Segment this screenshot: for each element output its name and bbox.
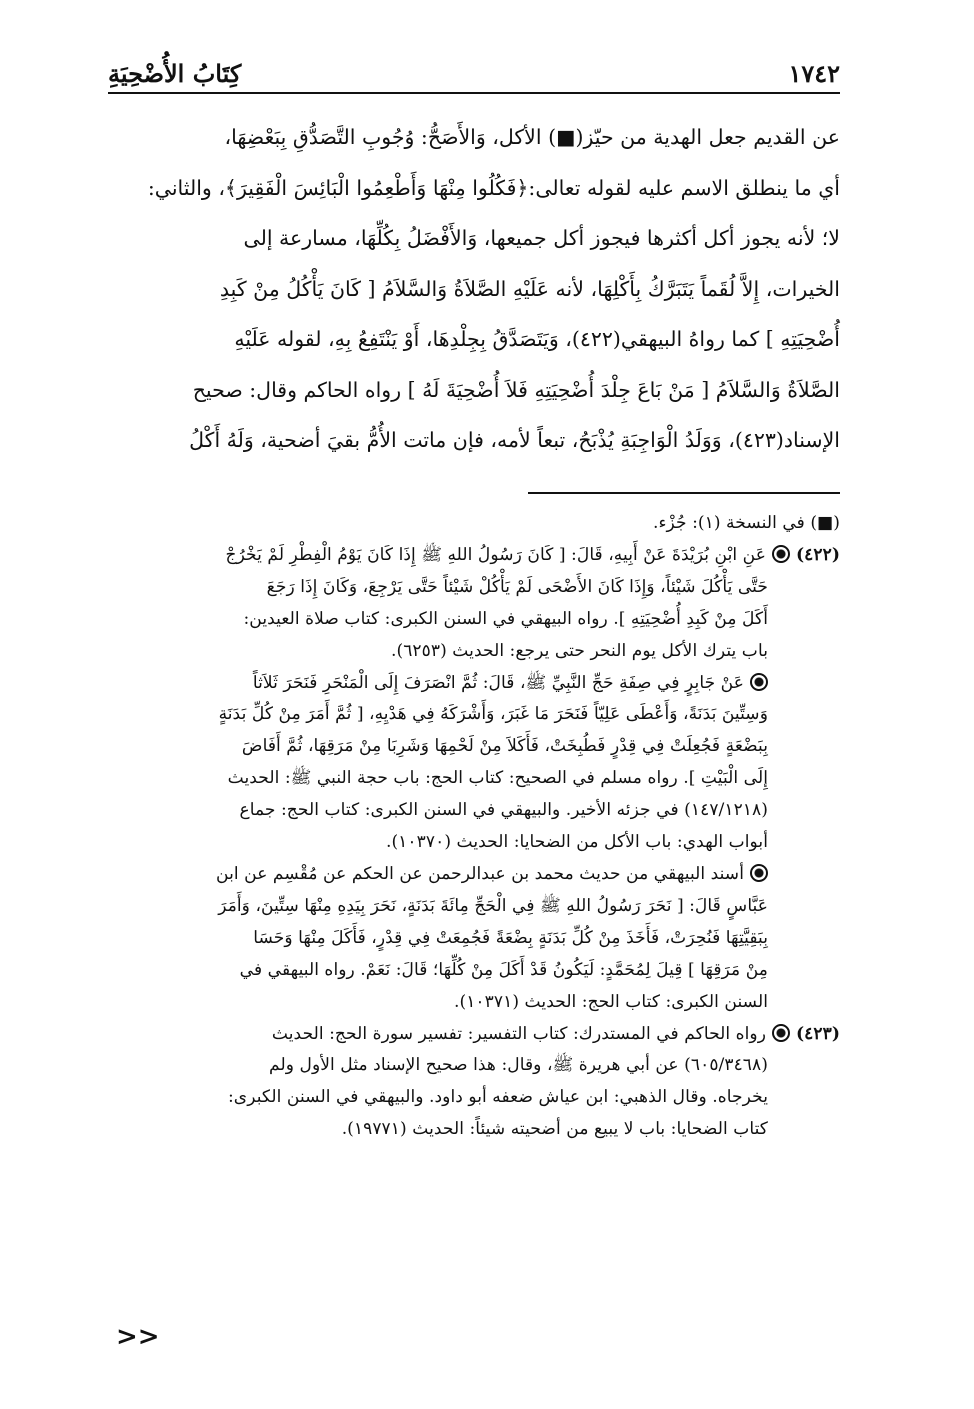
footnote-422-b-line: بِبَضْعَةٍ فَجُعِلَتْ فِي قِدْرٍ فَطُبِخَتْ، فَأَكَلاَ مِنْ لَحْمِهَا وَشَرِبَا مِنْ مَرَقِهَا، ثُمَّ أَفَاضَ [241, 736, 768, 757]
bullet-icon [772, 1024, 790, 1042]
footnote-423-line: يخرجاه. وقال الذهبي: ابن عياش ضعفه أبو داود. والبيهقي في السنن الكبرى: [227, 1087, 768, 1108]
main-text [108, 112, 840, 466]
text-line: الإسناد(٤٢٣)، وَوَلَدُ الْوَاجِبَةِ يُذْبَحُ، تبعاً لأمه، فإن ماتت الأُمُّ بقيَ أضحية، وَلَهُ أَكْلُ [189, 428, 840, 452]
footnote-423-line: كتاب الضحايا: باب لا يبيع من أضحيته شيئاً: الحديث (١٩٧٧١). [341, 1119, 768, 1140]
footnote-422-b-line: إِلَى الْبَيْتِ ]. رواه مسلم في الصحيح: كتاب الحج: باب حجة النبي ﷺ: الحديث [227, 768, 768, 789]
footnote-422-line: أَكَلَ مِنْ كَبِدِ أُضْحِيَتِهِ ]. رواه البيهقي في السنن الكبرى: كتاب صلاة العيدين: [243, 608, 768, 629]
footnote-variant: (■) في النسخة (١): جُزْء. [653, 513, 840, 533]
footnote-422-b-line: (١٤٧/١٢١٨) في جزئه الأخير. والبيهقي في السنن الكبرى: كتاب الحج: جماع [239, 800, 768, 821]
text-line: أي ما ينطلق الاسم عليه لقوله تعالى:﴿فَكُلُوا مِنْهَا وَأَطْعِمُوا الْبَائِسَ الْفَقِيرَ﴾، والثاني: [147, 175, 840, 200]
footnote-text: عَنِ ابْنِ بُرَيْدَةَ عَنْ أَبِيهِ، قَالَ: [ كَانَ رَسُولُ اللهِ ﷺ إِذَا كَانَ يَوْمُ الْفِطْرِ لَمْ يَخْرُجْ [225, 544, 767, 565]
text-line: أُضْحِيَتِهِ ] كما رواهُ البيهقي(٤٢٢)، وَيَتَصَدَّقُ بِجِلْدِهَا، أَوْ يَنْتَفِعُ بِهِ، لقوله عَلَيْهِ [234, 327, 840, 351]
footnote-422-line: حَتَّى يَأْكُلَ شَيْئاً، وَإِذَا كَانَ الأَضْحَى لَمْ يَأْكُلْ شَيْئاً حَتَّى يَرْجِعَ، وَكَانَ إِذَا رَجَعَ [266, 576, 768, 597]
footnote-422-b-line: وَسِتِّينَ بَدَنَةً، وَأَعْطَى عَلِيّاً فَنَحَرَ مَا غَبَرَ، وَأَشْرَكَهُ فِي هَدْيِهِ، [ ثُمَّ أَمَرَ مِنْ كُلِّ بَدَنَةٍ [218, 704, 768, 725]
footnote-422-line: باب يترك الأكل يوم النحر حتى يرجع: الحديث (٦٢٥٣). [391, 640, 768, 661]
book-title: كِتَابُ الأُضْحِيَةِ [108, 59, 242, 88]
footnote-422-c-line: بِبَقِيَّتِهَا فَنُحِرَتْ، فَأَخَذَ مِنْ كُلِّ بَدَنَةٍ بِضْعَةً فَجُمِعَتْ فِي قِدْرٍ، فَأَكَلَ مِنْهَا وَحَسَا [253, 927, 768, 948]
footnote-422-c-line [108, 859, 840, 891]
footnote-422-b-line [108, 668, 840, 700]
footnote-422-c-line: مِنْ مَرَقِهَا ] قِيلَ لِمُحَمَّدٍ: لَيَكُونُ قَدْ أَكَلَ مِنْ كُلِّهَا؛ قَالَ: نَعَمْ. رواه البيهقي في [239, 959, 768, 980]
continuation-mark: << [116, 1322, 160, 1352]
page-number: ١٧٤٢ [788, 59, 840, 88]
footnote-number: (٤٢٢) [796, 544, 840, 565]
footnote-423-line [108, 1019, 840, 1051]
bullet-icon [750, 864, 768, 882]
footnote-separator [528, 492, 840, 494]
footnotes [108, 508, 840, 1146]
footnote-422-c-line: عَبَّاسٍ قَالَ: [ نَحَرَ رَسُولُ اللهِ ﷺ فِي الْحَجِّ مِائَةَ بَدَنَةٍ، نَحَرَ بِيَدِهِ مِنْهَا سِتِّينَ، وَأَمَرَ [218, 895, 768, 916]
footnote-422-b-line: أبواب الهدي: باب الأكل من الضحايا: الحديث (١٠٣٧٠). [385, 832, 768, 853]
text-line: الصَّلاَةُ وَالسَّلاَمُ [ مَنْ بَاعَ جِلْدَ أُضْحِيَتِهِ فَلاَ أُضْحِيَةَ لَهُ ] رواه الحاكم وقال: صحيح [192, 377, 840, 402]
footnote-text: رواه الحاكم في المستدرك: كتاب التفسير: تفسير سورة الحج: الحديث [271, 1023, 767, 1044]
text-line: لا؛ لأنه يجوز أكل أكثرها فيجوز أكل جميعها، وَالأَفْضَلُ بِكُلِّهَا، مسارعة إلى [243, 226, 840, 250]
footnote-423-line: (٦٠٥/٣٤٦٨) عن أبي هريرة ﷺ، وقال: هذا صحيح الإسناد مثل الأول ولم [269, 1055, 768, 1076]
footnote-422-c-line: السنن الكبرى: كتاب الحج: الحديث (١٠٣٧١). [454, 991, 768, 1012]
footnote-number: (٤٢٣) [796, 1023, 840, 1044]
footnote-422-line [108, 540, 840, 572]
text-line: الخيرات، إِلاَّ لُقَماً يَتَبَرَّكُ بِأَكْلِهَا، لأنه عَلَيْهِ الصَّلاَةُ وَالسَّلاَمُ [ كَانَ يَأْكُلُ مِنْ كَبِدِ [219, 276, 840, 301]
footnote-text: أسند البيهقي من حديث محمد بن عبدالرحمن عن الحكم عن مُقْسِم عن ابن [216, 863, 744, 884]
footnote-text: عَنْ جَابِرٍ فِي صِفَةِ حَجِّ النَّبِيِّ ﷺ، قَالَ: ثُمَّ انْصَرَفَ إِلَى الْمَنْحَرِ فَنَحَرَ ثَلاَثاً [252, 672, 744, 693]
bullet-icon [772, 545, 790, 563]
text-line: عن القديم جعل الهدية من حيّز(■) الأكل، وَالأَصَحُّ: وُجُوبِ التَّصَدُّقِ بِبَعْضِهَا، [224, 125, 840, 149]
page-header [108, 50, 840, 94]
bullet-icon [750, 673, 768, 691]
